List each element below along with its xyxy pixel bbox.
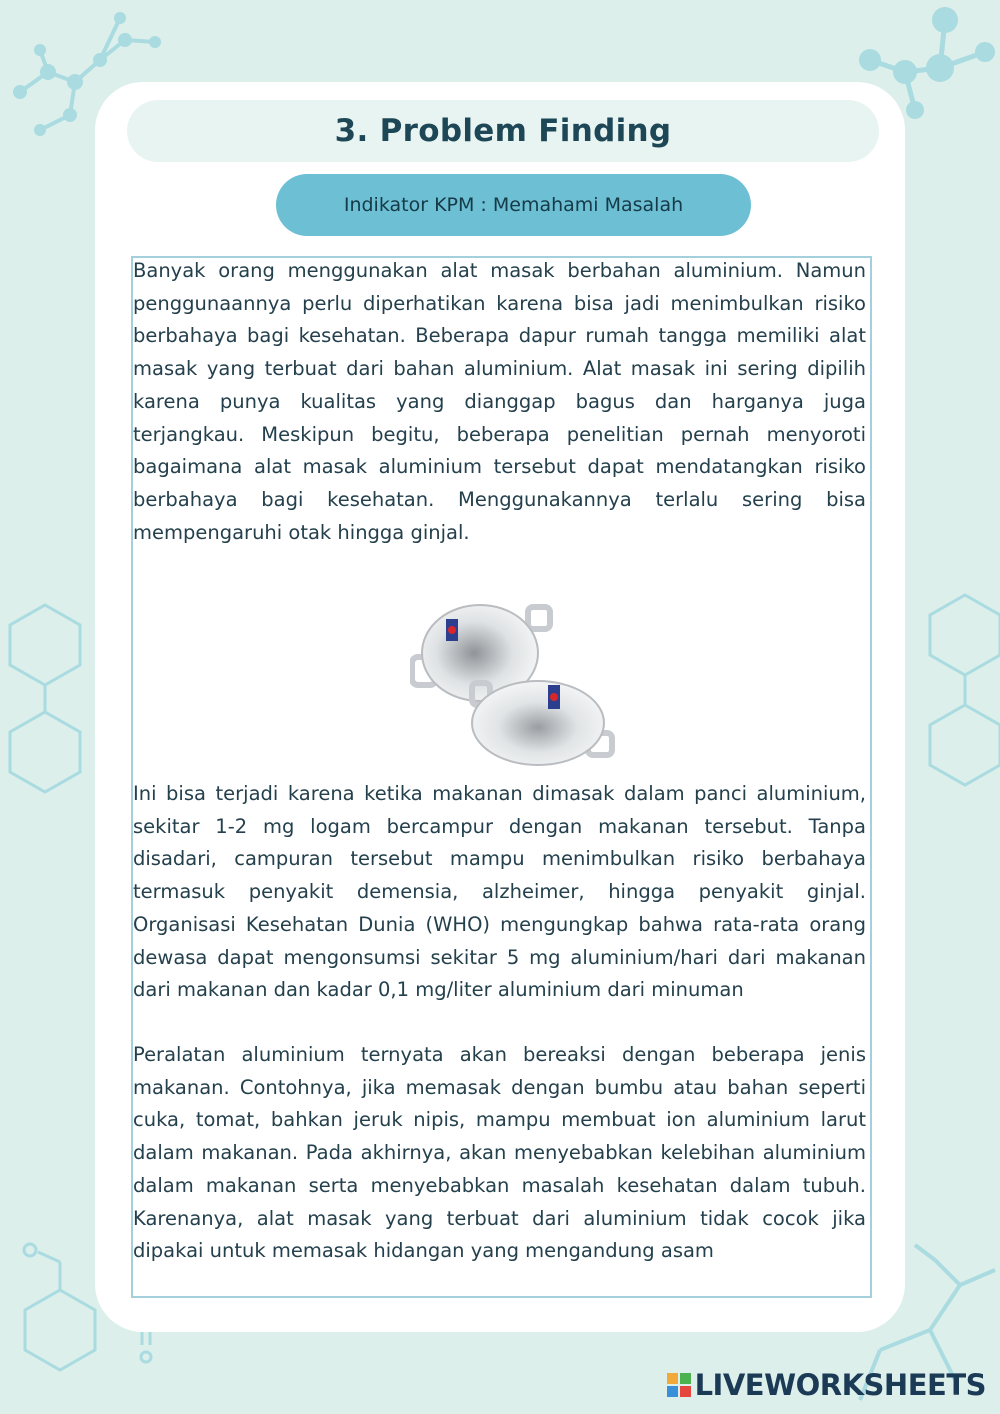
brand-text: LIVEWORKSHEETS [694, 1368, 986, 1402]
paragraph-aluminium-intro: Banyak orang menggunakan alat masak berbahan aluminium. Namun penggunaannya perlu diperhatikan karena bisa jadi menimbulkan risiko berbahaya bagi kesehatan. Beberapa dapur rumah tangga memiliki alat masak yang terbuat dari bahan aluminium. Alat masak ini sering dipilih karena punya kualitas yang dianggap bagus dan harganya juga terjangkau. Meskipun begitu, beberapa penelitian pernah menyoroti bagaimana alat masak aluminium tersebut dapat mendatangkan risiko berbahaya bagi kesehatan. Menggunakannya terlalu sering bisa mempengaruhi otak hingga ginjal. [133, 259, 866, 544]
biphenyl-right-icon [930, 595, 1000, 785]
aluminium-wok-pair-image [410, 595, 615, 770]
liveworksheets-logo [667, 1368, 986, 1402]
page-title: 3. Problem Finding [334, 113, 672, 149]
paragraph-health-risk: Ini bisa terjadi karena ketika makanan dimasak dalam panci aluminium, sekitar 1-2 mg logam bercampur dengan makanan tersebut. Tanpa disadari, campuran tersebut mampu menimbulkan risiko berbahaya termasuk penyakit demensia, alzheimer, hingga penyakit ginjal. Organisasi Kesehatan Dunia (WHO) mengungkap bahwa rata-rata orang dewasa dapat mengonsumsi sekitar 5 mg aluminium/hari dari makanan dari makanan dan kadar 0,1 mg/liter aluminium dari minuman [133, 782, 866, 1002]
title-banner [127, 100, 879, 162]
paragraph-acid-reaction: Peralatan aluminium ternyata akan bereaksi dengan beberapa jenis makanan. Contohnya, jika memasak dengan bumbu atau bahan seperti cuka, tomat, bahkan jeruk nipis, mampu membuat ion aluminium larut dalam makanan. Pada akhirnya, akan menyebabkan kelebihan aluminium dalam makanan serta menyebabkan masalah kesehatan dalam tubuh. Karenanya, alat masak yang terbuat dari aluminium tidak cocok jika dipakai untuk memasak hidangan yang mengandung asam [133, 1043, 866, 1263]
indicator-badge: Indikator KPM : Memahami Masalah [276, 174, 751, 236]
front-wok [472, 681, 612, 765]
liveworksheets-badge-icon [667, 1373, 691, 1397]
biphenyl-left-icon [10, 605, 80, 792]
